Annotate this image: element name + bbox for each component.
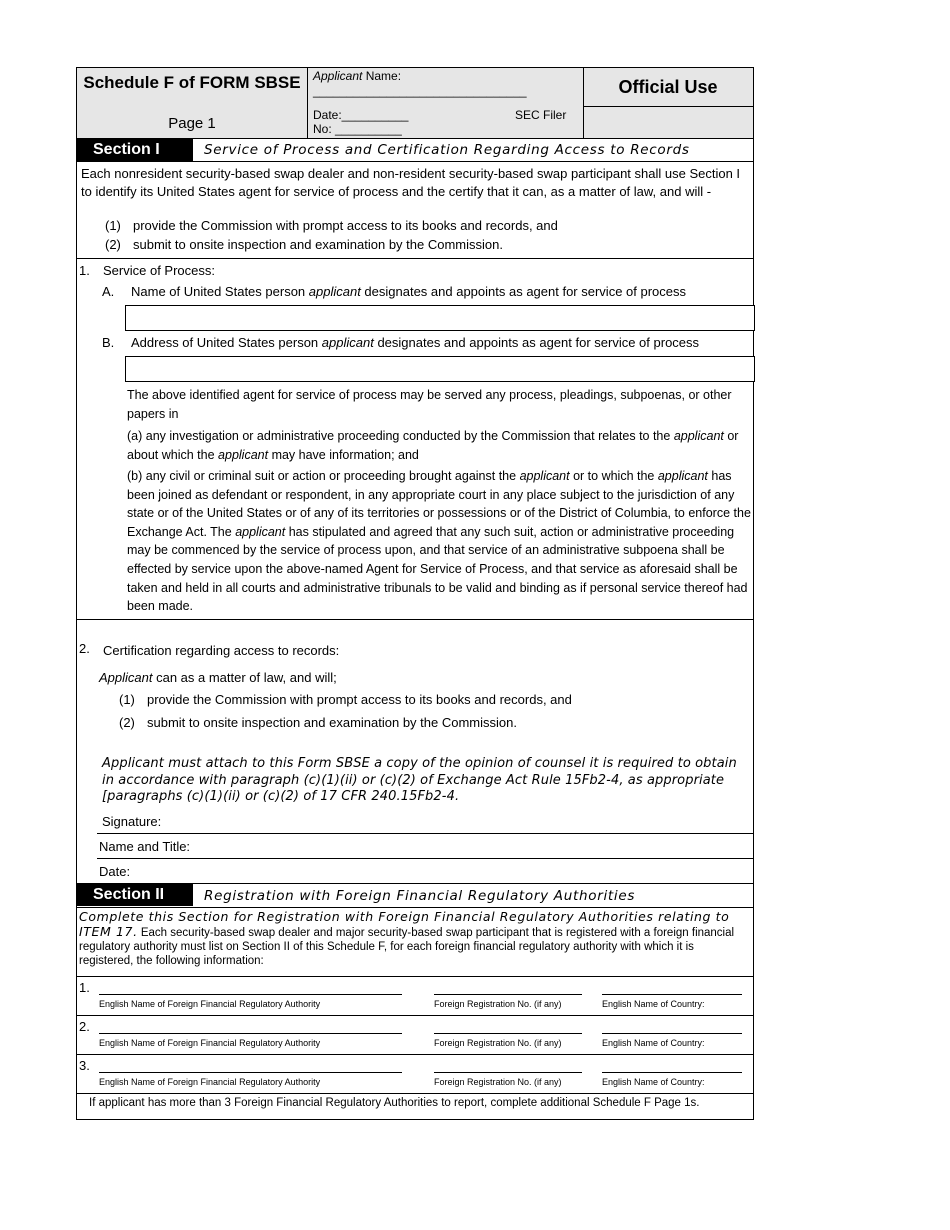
authority-row-3-country-label: English Name of Country: (602, 1077, 705, 1087)
authority-row-2-country-label: English Name of Country: (602, 1038, 705, 1048)
applicant-name-line[interactable]: ________________________________ (313, 84, 527, 98)
intro-item-1-text: provide the Commission with prompt access to its books and records, and (133, 218, 558, 233)
authority-row-1-reg-label: Foreign Registration No. (if any) (434, 999, 562, 1009)
official-use-label: Official Use (618, 77, 718, 97)
form-title: Schedule F of FORM SBSE (83, 73, 301, 92)
signature-label: Signature: (102, 814, 162, 829)
authority-row-2-reg-field[interactable] (434, 1033, 582, 1034)
date-label: Date: (99, 864, 131, 879)
item-1-number: 1. (79, 263, 90, 278)
agent-address-input[interactable] (125, 356, 755, 382)
item-a-label: A. (102, 284, 115, 299)
item-2-number: 2. (79, 641, 90, 656)
item-2-sub-2-num: (2) (119, 715, 135, 730)
intro-item-2-text: submit to onsite inspection and examination by the Commission. (133, 237, 503, 252)
authority-row-2-country-field[interactable] (602, 1033, 742, 1034)
authority-row-2-num: 2. (79, 1019, 90, 1034)
agent-paragraph-a: (a) any investigation or administrative proceeding conducted by the Commission that relates to the applicant or about which the applicant may have information; and (127, 429, 739, 462)
intro-item-2-num: (2) (105, 237, 121, 252)
authority-row-1-country-field[interactable] (602, 994, 742, 995)
section-1-title: Service of Process and Certification Regarding Access to Records (204, 142, 690, 158)
sec-filer-label: SEC Filer (515, 108, 567, 122)
item-2-lead: Applicant can as a matter of law, and will; (99, 670, 337, 685)
section-2-intro: Complete this Section for Registration with Foreign Financial Regulatory Authorities relating to ITEM 17. Each security-based swap dealer and major security-based swap participant that is registered with a foreign financial regulatory authority must list on Section II of this Schedule F, for each foreign financial regulatory authority with which it is registered, the following information: (79, 909, 735, 967)
section-2-title: Registration with Foreign Financial Regulatory Authorities (204, 888, 636, 904)
authority-row-2-name-label: English Name of Foreign Financial Regulatory Authority (99, 1038, 321, 1048)
authority-row-1-name-label: English Name of Foreign Financial Regulatory Authority (99, 999, 321, 1009)
section-2-label: Section II (77, 884, 193, 906)
authority-row-3-reg-label: Foreign Registration No. (if any) (434, 1077, 562, 1087)
item-2-sub-1-num: (1) (119, 692, 135, 707)
authority-row-1-country-label: English Name of Country: (602, 999, 705, 1009)
item-1-title: Service of Process: (103, 263, 215, 278)
authority-row-1-num: 1. (79, 980, 90, 995)
item-2-sub-1-text: provide the Commission with prompt access to its books and records, and (147, 692, 572, 707)
name-title-label: Name and Title: (99, 839, 191, 854)
agent-name-input[interactable] (125, 305, 755, 331)
section-1-intro: Each nonresident security-based swap dealer and non-resident security-based swap participant shall use Section I to identify its United States agent for service of process and the certify that it can, as a matter of law, and will - (81, 166, 741, 199)
item-2-title: Certification regarding access to records: (103, 643, 340, 658)
authority-row-3-name-label: English Name of Foreign Financial Regulatory Authority (99, 1077, 321, 1087)
date-field[interactable]: Date:__________ (313, 108, 409, 122)
authority-row-3-reg-field[interactable] (434, 1072, 582, 1073)
authority-row-1-name-field[interactable] (99, 994, 402, 995)
item-2-sub-2-text: submit to onsite inspection and examination by the Commission. (147, 715, 517, 730)
authority-row-2-reg-label: Foreign Registration No. (if any) (434, 1038, 562, 1048)
schedule-f-form (76, 67, 754, 1120)
item-a-text: Name of United States person applicant designates and appoints as agent for service of process (131, 284, 687, 299)
intro-item-1-num: (1) (105, 218, 121, 233)
authority-row-1-reg-field[interactable] (434, 994, 582, 995)
additional-pages-note: If applicant has more than 3 Foreign Financial Regulatory Authorities to report, complete additional Schedule F Page 1s. (89, 1097, 700, 1109)
applicant-name-label: Applicant Name: (313, 69, 402, 83)
agent-paragraph-b: (b) any civil or criminal suit or action or proceeding brought against the applicant or to which the applicant has been joined as defendant or respondent, in any appropriate court in any place subject to the jurisdiction of any state or of the United States or of any of its territories or possessions or of the District of Columbia, to enforce the Exchange Act. The applicant has stipulated and agreed that any such suit, action or administrative proceeding may be commenced by the service of process upon, and that service of an administrative subpoena shall be effected by service upon the above-named Agent for Service of Process, and that service as aforesaid shall be taken and held in all courts and administrative tribunals to be valid and binding as if personal service thereof had been made. (127, 469, 751, 614)
section-1-label: Section I (77, 139, 193, 161)
authority-row-3-num: 3. (79, 1058, 90, 1073)
authority-row-3-country-field[interactable] (602, 1072, 742, 1073)
authority-row-2-name-field[interactable] (99, 1033, 402, 1034)
page-number: Page 1 (168, 115, 216, 132)
item-b-text: Address of United States person applicant designates and appoints as agent for service of process (131, 335, 700, 350)
filer-no-field[interactable]: No: __________ (313, 122, 402, 136)
authority-row-3-name-field[interactable] (99, 1072, 402, 1073)
opinion-of-counsel-note: Applicant must attach to this Form SBSE a copy of the opinion of counsel it is required to obtain in accordance with paragraph (c)(1)(ii) or (c)(2) of Exchange Act Rule 15Fb2-4, as appropriate [paragraphs (c)(1)(ii) or (c)(2) of 17 CFR 240.15Fb2-4. (102, 756, 737, 804)
item-b-label: B. (102, 335, 115, 350)
agent-paragraph-intro: The above identified agent for service of process may be served any process, pleadings, subpoenas, or other papers in (127, 388, 732, 421)
